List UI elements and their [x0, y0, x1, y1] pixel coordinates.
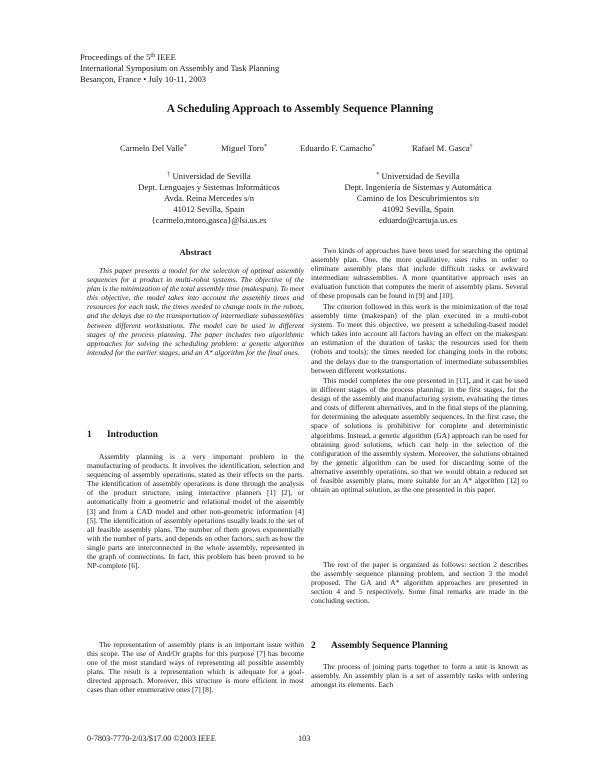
- right-paragraph-1: Two kinds of approaches have been used for searching the optimal assembly plan. One, the more qualitative, uses rules in order to eliminate assembly plans that include difficult tasks or awkward intermediate subassemblies. A more quantitative approach uses an evaluation function that computes the merit of assembly plans. Several of these proposals can be found in [9] and [10].: [311, 246, 528, 301]
- affiliation-street: Camino de los Descubrimientos s/n: [356, 193, 480, 203]
- section-1-paragraph-2: The representation of assembly plans is an important issue within this scope. The use of And/Or graphs for this purpose [7] has become one of the most standard ways of representing all possible assembly plans. The result is a representation which is adequate for a goal-directed approach. Moreover, this structure is more efficient in most cases than other enumerative ones [7] [8].: [87, 640, 304, 695]
- paper-title: A Scheduling Approach to Assembly Sequence Planning: [166, 103, 434, 115]
- proceedings-header: [80, 52, 380, 86]
- right-paragraph-3: This model completes the one presented in [11], and it can be used in different stages of the process planning: in the first stages, for the design of the assembly and manufacturing system, evaluating the times and costs of different alternatives, and in the final steps of the planning, for determining the adequate assembly sequences. In the first case, the space of solutions is prohibitive for complete and deterministic algorithms. Instead, a genetic algorithm (GA) approach can be used for obtaining good solutions, which can help in the selection of the configuration of the assembly system. Moreover, the solutions obtained by the genetic algorithm can be used for discarding some of the alternative assembly operations, so that we would obtain a reduced set of feasible assembly plans, more suitable for an A* algorithm [12] to obtain an optimal solution, as the one presented in this paper.: [311, 376, 528, 495]
- affiliation-name: * Universidad de Sevilla: [376, 171, 460, 181]
- page-number: 103: [298, 734, 311, 743]
- proceedings-line-2: International Symposium on Assembly and Task Planning: [80, 63, 280, 74]
- affiliation-email: eduardo@cartuja.us.es: [378, 215, 458, 225]
- affiliation-dept: Dept. Lenguajes y Sistemas Informáticos: [138, 182, 280, 192]
- author-1: Carmelo Del Valle*: [120, 143, 187, 153]
- section-1-paragraph-1: Assembly planning is a very important problem in the manufacturing of products. It involves the identification, selection and sequencing of assembly operations, stated as their effects on the parts. The identification of assembly operations is done through the analysis of the product structure, using interactive planners [1] [2], or automatically from a geometric and relational model of the assembly [3] and from a CAD model and other non-geometric information [4] [5]. The identification of assembly operations usually leads to the set of all feasible assembly plans. The number of them grows exponentially with the number of parts, and depends on other factors, such as how the single parts are interconnected in the whole assembly, represented in the graph of connections. In fact, this problem has been proved to be NP-complete [6].: [87, 452, 304, 571]
- footer-copyright: 0-7803-7770-2/03/$17.00 ©2003 IEEE: [87, 734, 216, 743]
- author-4: Rafael M. Gasca†: [412, 143, 473, 153]
- abstract-heading: Abstract: [179, 247, 212, 257]
- right-paragraph-2: The criterion followed in this work is the minimization of the total assembly time (makespan) of the plan executed in a multi-robot system. To meet this objective, we present a scheduling-based model which takes into account all factors having an effect on the makespan: an estimation of the duration of tasks; the resources used for them (robots and tools); the times needed for changing tools in the robots; and the delays due to the transportation of intermediate subassemblies between different workstations.: [311, 302, 528, 375]
- affiliation-city: 41012 Sevilla, Spain: [173, 204, 245, 214]
- affiliation-dept: Dept. Ingeniería de Sistemas y Automática: [344, 182, 492, 192]
- affiliation-name: † Universidad de Sevilla: [167, 171, 251, 181]
- affiliation-street: Avda. Reina Mercedes s/n: [163, 193, 255, 203]
- section-2-heading: 2 Assembly Sequence Planning: [311, 641, 448, 651]
- author-3: Eduardo F. Camacho*: [300, 143, 376, 153]
- section-2-paragraph-1: The process of joining parts together to form a unit is known as assembly. An assembly plan is a set of assembly tasks with ordering amongst its elements. Each: [311, 662, 528, 690]
- proceedings-line-3: Besançon, France • July 10-11, 2003: [80, 74, 207, 85]
- affiliation-email: {carmelo,mtoro,gasca}@lsi.us.es: [151, 215, 267, 225]
- affiliation-right: [313, 171, 523, 226]
- affiliation-city: 41092 Sevilla, Spain: [382, 204, 454, 214]
- proceedings-line-1: Proceedings of the 5th IEEE: [80, 52, 176, 62]
- right-paragraph-4: The rest of the paper is organized as follows: section 2 describes the assembly sequence planning problem, and section 3 the model proposed. The GA and A* algorithm approaches are presented in section 4 and 5 respectively. Some final remarks are made in the concluding section.: [311, 560, 528, 606]
- section-1-heading: 1 Introduction: [87, 430, 158, 440]
- affiliation-left: [104, 171, 314, 226]
- author-2: Miguel Toro*: [221, 143, 267, 153]
- abstract-text: This paper presents a model for the selection of optimal assembly sequences for a product in multi-robot systems. The objective of the plan is the minimization of the total assembly time (makespan). To meet this objective, the model takes into account the assembly times and resources for each task, the times needed to change tools in the robots, and the delays due to the transportation of intermediate subassemblies between different workstations. The model can be used in different stages of the process planning. The paper includes two algorithmic approaches for solving the scheduling problem: a genetic algorithm intended for the earlier stages, and an A* algorithm for the final ones.: [87, 266, 304, 357]
